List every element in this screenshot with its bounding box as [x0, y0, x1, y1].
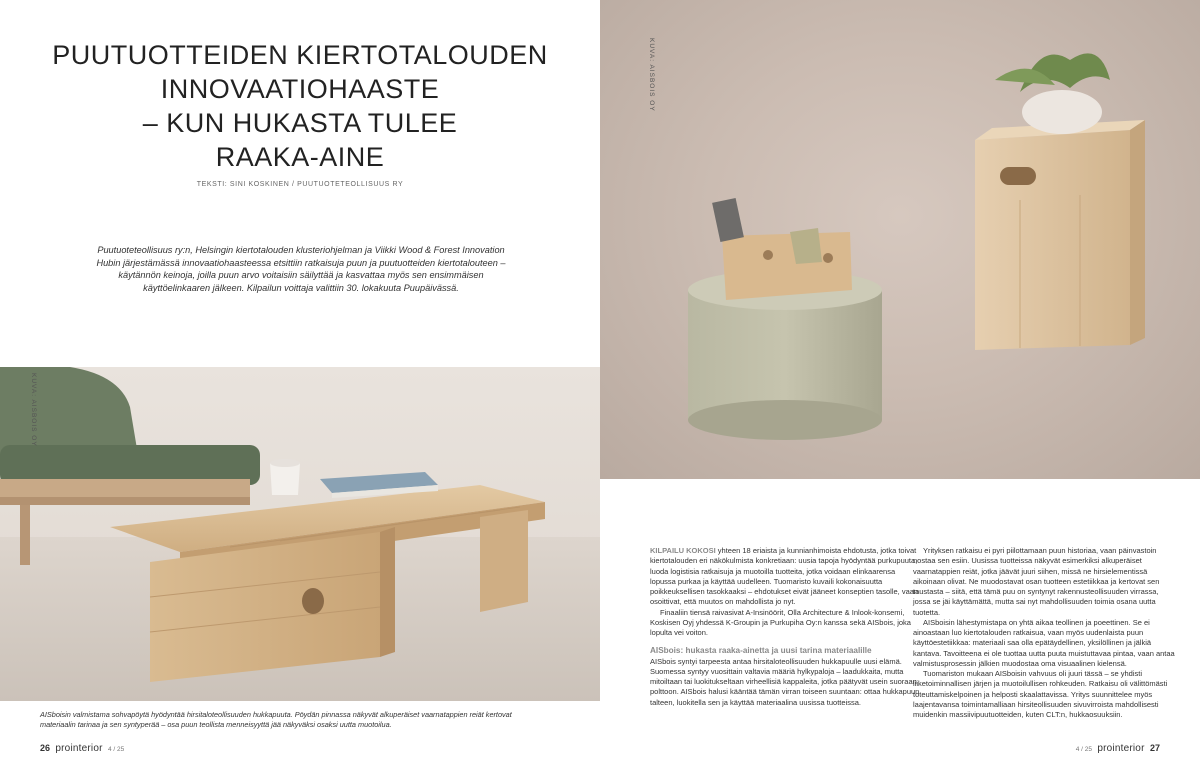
stool-and-organizer-photo	[600, 0, 1200, 479]
body-column-2	[913, 546, 1175, 720]
magazine-name: prointerior	[1097, 743, 1145, 754]
article-headline	[40, 38, 560, 174]
body-column-1	[650, 546, 920, 708]
page-folio-right	[1076, 743, 1160, 754]
byline: TEKSTI: SINI KOSKINEN / PUUTUOTETEOLLISUUS RY	[196, 181, 404, 188]
section-subhead: AISbois: hukasta raaka-ainetta ja uusi tarina materiaalille	[650, 646, 872, 656]
photo-credit-right: KUVA: AISBOIS OY	[648, 38, 655, 112]
lead-paragraph: Puutuoteteollisuus ry:n, Helsingin kiertotalouden klusteriohjelman ja Viikki Wood & Forest Innovation Hubin järjestämässä innovaatiohaasteessa etsittiin ratkaisuja puun ja puutuotteiden kiertotalouteen – käytännön keinoja, joilla puun arvo voitaisiin säilyttää ja kasvattaa myös sen ensimmäisen käyttöelinkaaren jälkeen. Kilpailun voittaja valittiin 30. lokakuuta Puupäivässä.	[96, 245, 506, 293]
body-paragraph: AISbois syntyi tarpeesta antaa hirsitaloteollisuuden hukkapuulle uusi elämä. Suomessa syntyy vuosittain valtavia määriä hylkypaloja – laadukkaita, mutta mitoiltaan tai luokitukseltaan virheellisiä kappaleita, jotka päätyvät usein suoraan polttoon. AISbois halusi kääntää tämän virran toiseen suuntaan: ottaa hukkapuun talteen, luokitella sen ja käyttää materiaalina uusissa tuotteissa.	[650, 656, 920, 707]
coffee-table-photo	[0, 367, 600, 701]
run-in-head: KILPAILU KOKOSI	[650, 546, 716, 555]
page-folio-left	[40, 743, 124, 754]
page-number: 26	[40, 743, 51, 753]
stool-illustration	[600, 0, 1200, 479]
body-paragraph	[650, 546, 920, 608]
body-paragraph: Tuomariston mukaan AISboisin vahvuus oli juuri tässä – se yhdisti liiketoiminnallisen järjen ja muotoilullisen rohkeuden. Ratkaisu oli välittömästi toteuttamiskelpoinen ja helposti skaalattavissa. Yritys suunnittelee myös laajentavansa toimintamalliaan hirsiteollisuuden sivuvirroista mahdollisesti muidenkin massiivipuutuotteiden, kuten CLT:n, hukkaosuuksiin.	[913, 669, 1168, 719]
headline-line: INNOVAATIOHAASTE	[160, 74, 440, 104]
issue-number: 4 / 25	[108, 746, 125, 753]
photo-credit-left: KUVA: AISBOIS OY	[30, 373, 37, 447]
coffee-table-illustration	[0, 367, 600, 701]
photo-caption: AISboisin valmistama sohvapöytä hyödyntää hirsitaloteollisuuden hukkapuuta. Pöydän pinnassa näkyvät alkuperäiset vaarnatappien reiät kertovat materiaalin tarinaa ja sen syntyperää – osa puun teollista menneisyyttä jää näkyväksi osaksi uutta muotoilua.	[40, 710, 512, 730]
paragraph-text: yhteen 18 eriaista ja kunnianhimoista ehdotusta, jotka toivat kiertotalouden eri näkökulmista konkretiaan: uusia tapoja hyödyntää purkupuuta, luoda logistisia ratkaisuja ja muotoilla tuotteita, jotka voidaan elinkaarensa lopussa purkaa ja käyttää uudelleen. Tuomaristo kuvaili kokonaisuutta poikkeuksellisen tasokkaaksi – ehdotukset eivät jääneet konseptien tasolle, vaan osoittivat, että muutos on mahdollista jo nyt.	[650, 546, 919, 607]
body-paragraph: AISboisin lähestymistapa on yhtä aikaa teollinen ja poeettinen. Se ei ainoastaan luo kiertotalouden ratkaisua, vaan myös uudenlaista puun käyttöestetiikkaa: materiaali saa olla epätäydellinen, yksilöllinen ja jälkiä kantava. Tavoitteena ei ole tuottaa uutta puuta muistuttavaa pintaa, vaan antaa valmistusprosessin jälkien muodostaa oma visuaalinen kielensä.	[913, 617, 1175, 668]
body-paragraph: Yrityksen ratkaisu ei pyri piilottamaan puun historiaa, vaan päinvastoin nostaa sen esiin. Uusissa tuotteissa näkyvät esimerkiksi alkuperäiset vaarnatappien reiät, jotka jäävät juuri siihen, missä ne hirsielementissä aikoinaan olivat. Ne muodostavat osan tuotteen estetiikkaa ja kertovat sen taustasta – siitä, että tämä puu on syntynyt rakennusteollisuuden virrassa, jossa se jäi käyttämättä, mutta sai nyt mahdollisuuden toimia osana uutta tuotetta.	[913, 546, 1160, 617]
issue-number: 4 / 25	[1075, 746, 1092, 753]
body-paragraph: Finaaliin tiensä raivasivat A-Insinöörit, Olla Architecture & Inlook-konsemi, Koskisen Oyj yhdessä K-Groupin ja Purkupiha Oy:n kanssa sekä AISbois, joka lopulta vei voiton.	[650, 607, 911, 637]
right-page	[600, 0, 1200, 776]
magazine-name: prointerior	[55, 743, 103, 754]
headline-line: PUUTUOTTEIDEN KIERTOTALOUDEN	[52, 40, 548, 70]
page-number: 27	[1149, 743, 1160, 753]
headline-line: RAAKA-AINE	[215, 142, 385, 172]
headline-line: – KUN HUKASTA TULEE	[142, 108, 458, 138]
